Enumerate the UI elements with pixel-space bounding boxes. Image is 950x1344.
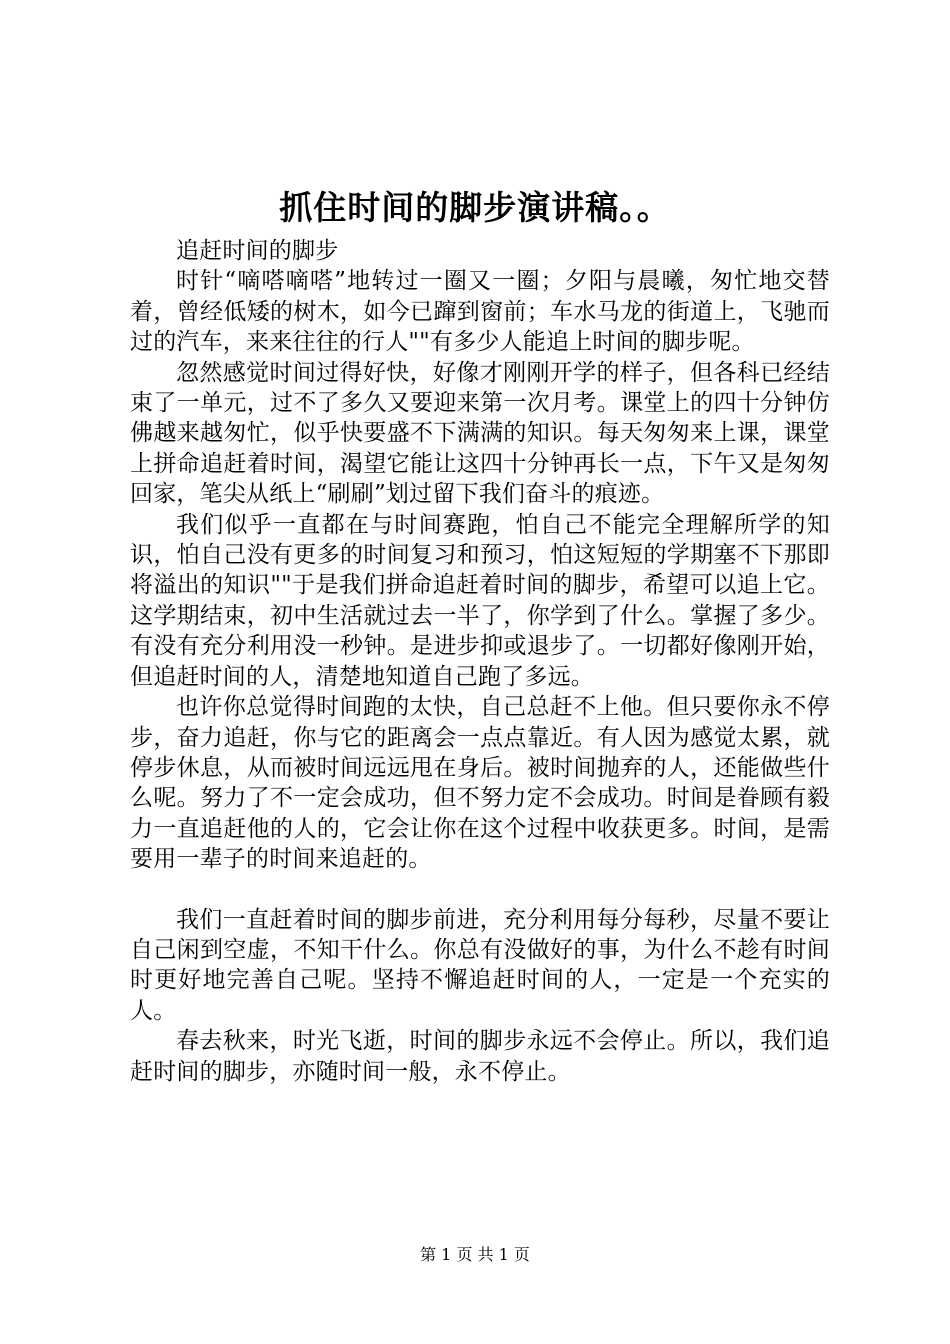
page-footer: 第 1 页 共 1 页 bbox=[420, 1245, 530, 1264]
paragraph-2: 忽然感觉时间过得好快，好像才刚刚开学的样子，但各科已经结束了一单元，过不了多久又要迎来第一次月考。课堂上的四十分钟仿佛越来越匆忙，似乎快要盛不下满满的知识。每天匆匆来上课，课堂上拼命追赶着时间，渴望它能让这四十分钟再长一点，下午又是匆匆回家，笔尖从纸上“刷刷”划过留下我们奋斗的痕迹。 bbox=[130, 359, 830, 508]
document-title: 抓住时间的脚步演讲稿。。 bbox=[279, 188, 671, 227]
paragraph-1: 时针“嘀嗒嘀嗒”地转过一圈又一圈；夕阳与晨曦，匆忙地交替着，曾经低矮的树木，如今已蹿到窗前；车水马龙的街道上，飞驰而过的汽车，来来往往的行人""有多少人能追上时间的脚步呢。 bbox=[130, 268, 830, 356]
document-body bbox=[130, 236, 830, 1087]
paragraph-3: 我们似乎一直都在与时间赛跑，怕自己不能完全理解所学的知识，怕自己没有更多的时间复习和预习，怕这短短的学期塞不下那即将溢出的知识""于是我们拼命追赶着时间的脚步，希望可以追上它。这学期结束，初中生活就过去一半了，你学到了什么。掌握了多少。有没有充分利用没一秒钟。是进步抑或退步了。一切都好像刚开始，但追赶时间的人，清楚地知道自己跑了多远。 bbox=[130, 511, 830, 690]
paragraph-6: 春去秋来，时光飞逝，时间的脚步永远不会停止。所以，我们追赶时间的脚步，亦随时间一般，永不停止。 bbox=[130, 1028, 830, 1085]
paragraph-5: 我们一直赶着时间的脚步前进，充分利用每分每秒，尽量不要让自己闲到空虚，不知干什么。你总有没做好的事，为什么不趁有时间时更好地完善自己呢。坚持不懈追赶时间的人，一定是一个充实的人。 bbox=[130, 906, 830, 1024]
paragraph-4: 也许你总觉得时间跑的太快，自己总赶不上他。但只要你永不停步，奋力追赶，你与它的距离会一点点靠近。有人因为感觉太累，就停步休息，从而被时间远远甩在身后。被时间抛弃的人，还能做些什么呢。努力了不一定会成功，但不努力定不会成功。时间是眷顾有毅力一直追赶他的人的，它会让你在这个过程中收获更多。时间，是需要用一辈子的时间来追赶的。 bbox=[130, 694, 830, 873]
document-subtitle: 追赶时间的脚步 bbox=[176, 238, 339, 264]
